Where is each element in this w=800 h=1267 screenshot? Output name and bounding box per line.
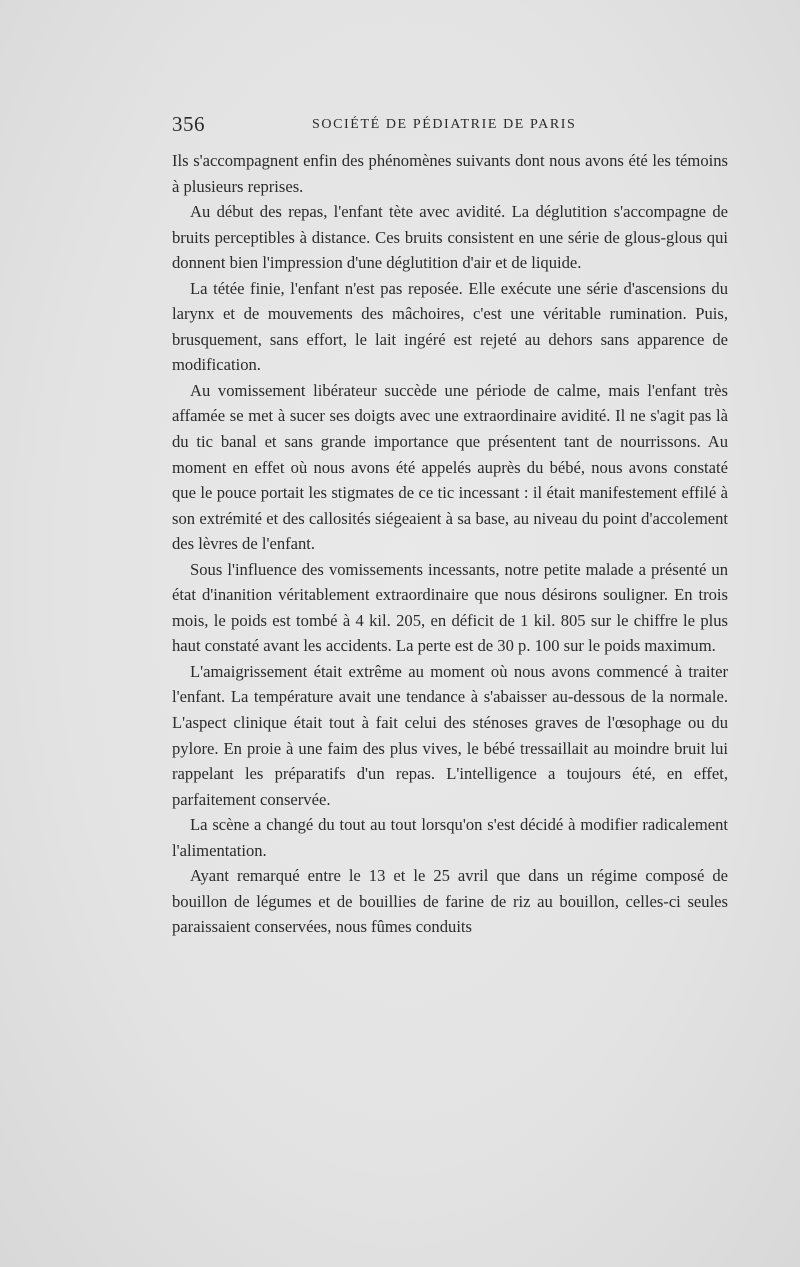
page-number: 356 bbox=[172, 112, 205, 136]
paragraph-6: L'amaigrissement était extrême au moment où nous avons commencé à traiter l'enfant. La température avait une tendance à s'abaisser au-dessous de la normale. L'aspect clinique était tout à fait celui des sténoses graves de l'œsophage ou du pylore. En proie à une faim des plus vives, le bébé tressaillait au moindre bruit lui rappelant les préparatifs d'un repas. L'intelligence a toujours été, en effet, parfaitement conservée. bbox=[172, 661, 728, 809]
page-header bbox=[172, 112, 728, 140]
paragraph-8: Ayant remarqué entre le 13 et le 25 avril que dans un régime composé de bouillon de légumes et de bouillies de farine de riz au bouillon, celles-ci seules paraissaient conservées, nous fûmes conduits bbox=[172, 866, 728, 937]
paragraph-1: Ils s'accompagnent enfin des phénomènes suivants dont nous avons été les témoins à plusieurs reprises. bbox=[172, 151, 728, 196]
paragraph-4: Au vomissement libérateur succède une période de calme, mais l'enfant très affamée se met à sucer ses doigts avec une extraordinaire avidité. Il ne s'agit pas là du tic banal et sans grande importance que présentent tant de nourrissons. Au moment en effet où nous avons été appelés auprès du bébé, nous avons constaté que le pouce portait les stigmates de ce tic incessant : il était manifestement effilé à son extrémité et des callosités siégeaient à sa base, au niveau du point d'accolement des lèvres de l'enfant. bbox=[172, 380, 728, 554]
paragraph-3: La tétée finie, l'enfant n'est pas reposée. Elle exécute une série d'ascensions du larynx et de mouvements des mâchoires, c'est une véritable rumination. Puis, brusquement, sans effort, le lait ingéré est rejeté au dehors sans apparence de modification. bbox=[172, 278, 728, 375]
paragraph-7: La scène a changé du tout au tout lorsqu'on s'est décidé à modifier radicalement l'alimentation. bbox=[172, 815, 728, 860]
paragraph-5: Sous l'influence des vomissements incessants, notre petite malade a présenté un état d'inanition véritablement extraordinaire que nous désirons souligner. En trois mois, le poids est tombé à 4 kil. 205, en déficit de 1 kil. 805 sur le chiffre le plus haut constaté avant les accidents. La perte est de 30 p. 100 sur le poids maximum. bbox=[172, 559, 728, 656]
paragraph-2: Au début des repas, l'enfant tète avec avidité. La déglutition s'accompagne de bruits perceptibles à distance. Ces bruits consistent en une série de glous-glous qui donnent bien l'impression d'une déglutition d'air et de liquide. bbox=[172, 202, 728, 273]
running-head: SOCIÉTÉ DE PÉDIATRIE DE PARIS bbox=[312, 117, 577, 132]
body-text bbox=[172, 148, 728, 940]
